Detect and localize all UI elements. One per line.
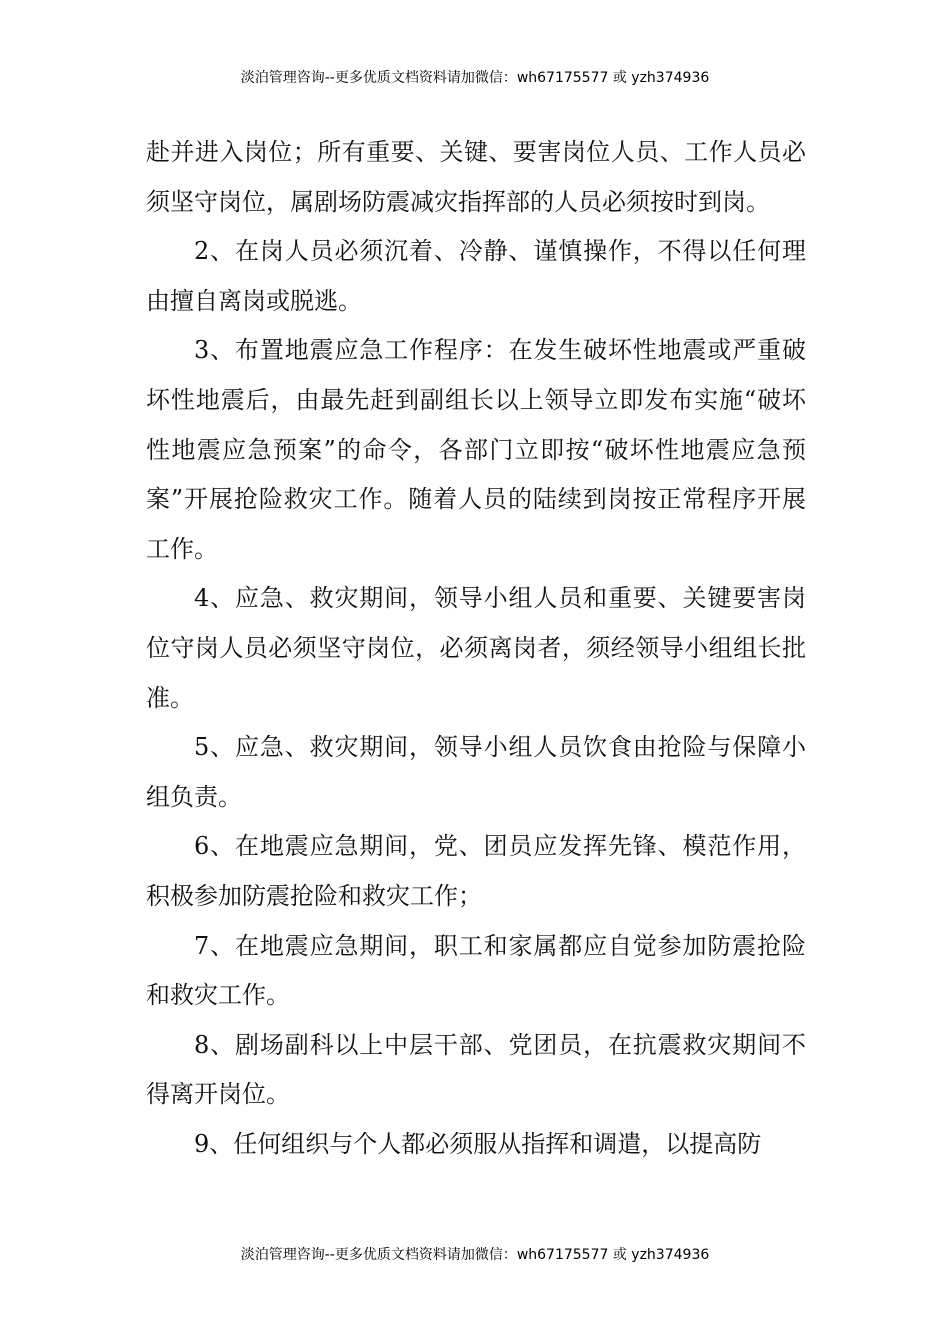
paragraph-item-6: 6、在地震应急期间，党、团员应发挥先锋、模范作用，积极参加防震抢险和救灾工作； bbox=[146, 832, 806, 910]
paragraph-item-7: 7、在地震应急期间，职工和家属都应自觉参加防震抢险和救灾工作。 bbox=[146, 931, 806, 1010]
paragraph-item-2: 2、在岗人员必须沉着、冷静、谨慎操作，不得以任何理由擅自离岗或脱逃。 bbox=[146, 237, 806, 315]
paragraph-item-3: 3、布置地震应急工作程序：在发生破坏性地震或严重破坏性地震后，由最先赶到副组长以上领导立即发布实施“破坏性地震应急预案”的命令，各部门立即按“破坏性地震应急预案”开展抢险救灾工作。随着人员的陆续到岗按正常程序开展工作。 bbox=[146, 336, 806, 563]
page-footer: 淡泊管理咨询--更多优质文档资料请加微信：wh67175577 或 yzh374936 bbox=[240, 1247, 710, 1263]
document-body bbox=[146, 128, 806, 1169]
paragraph-continuation: 赴并进入岗位；所有重要、关键、要害岗位人员、工作人员必须坚守岗位，属剧场防震减灾指挥部的人员必须按时到岗。 bbox=[146, 138, 806, 216]
paragraph-item-4: 4、应急、救灾期间，领导小组人员和重要、关键要害岗位守岗人员必须坚守岗位，必须离岗者，须经领导小组组长批准。 bbox=[146, 584, 806, 712]
paragraph-item-8: 8、剧场副科以上中层干部、党团员，在抗震救灾期间不得离开岗位。 bbox=[146, 1030, 806, 1109]
paragraph-item-9: 9、任何组织与个人都必须服从指挥和调遣，以提高防 bbox=[194, 1129, 762, 1158]
paragraph-item-5: 5、应急、救灾期间，领导小组人员饮食由抢险与保障小组负责。 bbox=[146, 733, 806, 811]
page-header: 淡泊管理咨询--更多优质文档资料请加微信：wh67175577 或 yzh374936 bbox=[240, 70, 710, 86]
